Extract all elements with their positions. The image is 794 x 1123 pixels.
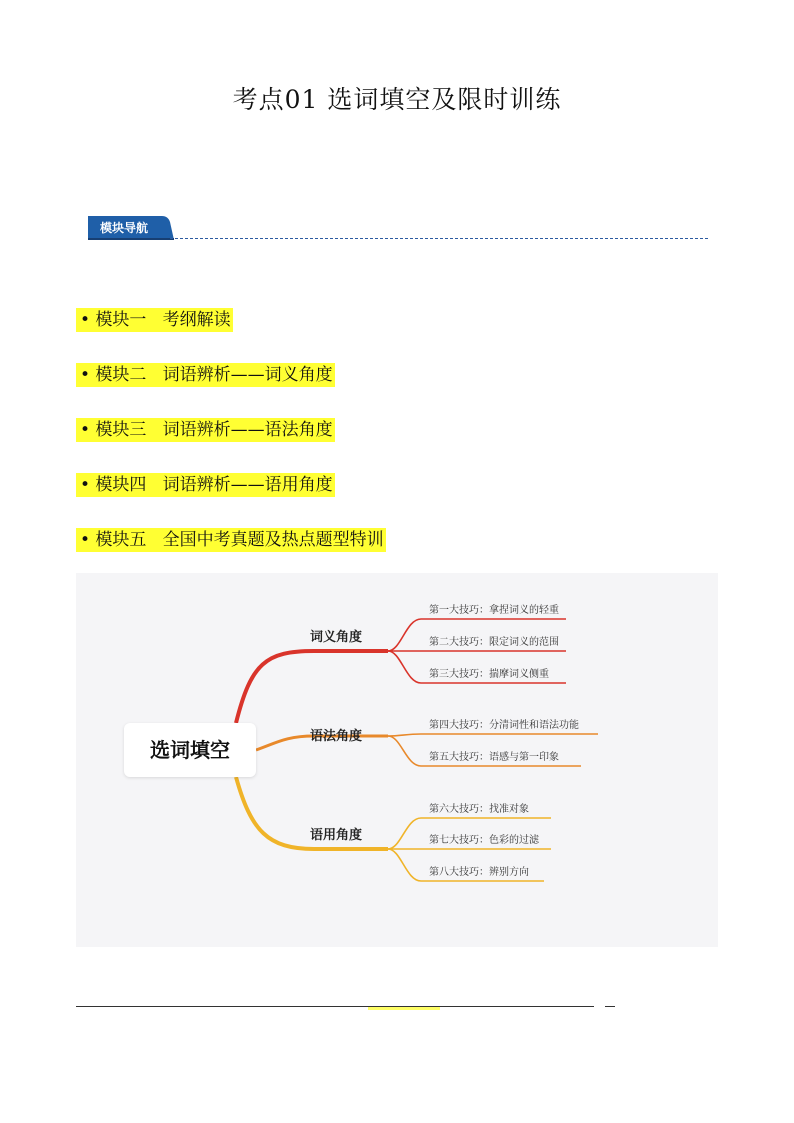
leaf-7: 第七大技巧：色彩的过滤 <box>429 835 539 846</box>
leaf-2: 第二大技巧：限定词义的范围 <box>429 637 559 648</box>
leaf-5: 第五大技巧：语感与第一印象 <box>429 752 559 763</box>
leaf-8: 第八大技巧：辨别方向 <box>429 867 529 878</box>
footer-dash <box>605 1006 615 1007</box>
mindmap-root: 选词填空 <box>124 723 256 777</box>
module-item-5: • 模块五 全国中考真题及热点题型特训 <box>76 528 386 552</box>
page-title: 考点01 选词填空及限时训练 <box>232 85 562 114</box>
nav-tag-label: 模块导航 <box>100 221 149 235</box>
nav-divider <box>170 238 708 239</box>
leaf-3: 第三大技巧：揣摩词义侧重 <box>429 669 549 680</box>
branch-label-1: 词义角度 <box>310 630 363 645</box>
leaf-4: 第四大技巧：分清词性和语法功能 <box>429 720 579 731</box>
connector-root-branch-1 <box>236 651 388 723</box>
footer-rule <box>76 1006 594 1007</box>
branch-label-3: 语用角度 <box>310 828 363 843</box>
mindmap-panel <box>76 573 718 947</box>
leaf-1: 第一大技巧：拿捏词义的轻重 <box>429 605 559 616</box>
module-item-2: • 模块二 词语辨析——词义角度 <box>76 363 335 387</box>
module-item-1: • 模块一 考纲解读 <box>76 308 233 332</box>
module-item-4: • 模块四 词语辨析——语用角度 <box>76 473 335 497</box>
module-item-3: • 模块三 词语辨析——语法角度 <box>76 418 335 442</box>
footer-highlight <box>368 1007 440 1010</box>
leaf-6: 第六大技巧：找准对象 <box>429 804 529 815</box>
connector-leaf-4 <box>388 734 598 736</box>
branch-label-2: 语法角度 <box>310 729 363 744</box>
module-nav-tag <box>88 214 172 240</box>
